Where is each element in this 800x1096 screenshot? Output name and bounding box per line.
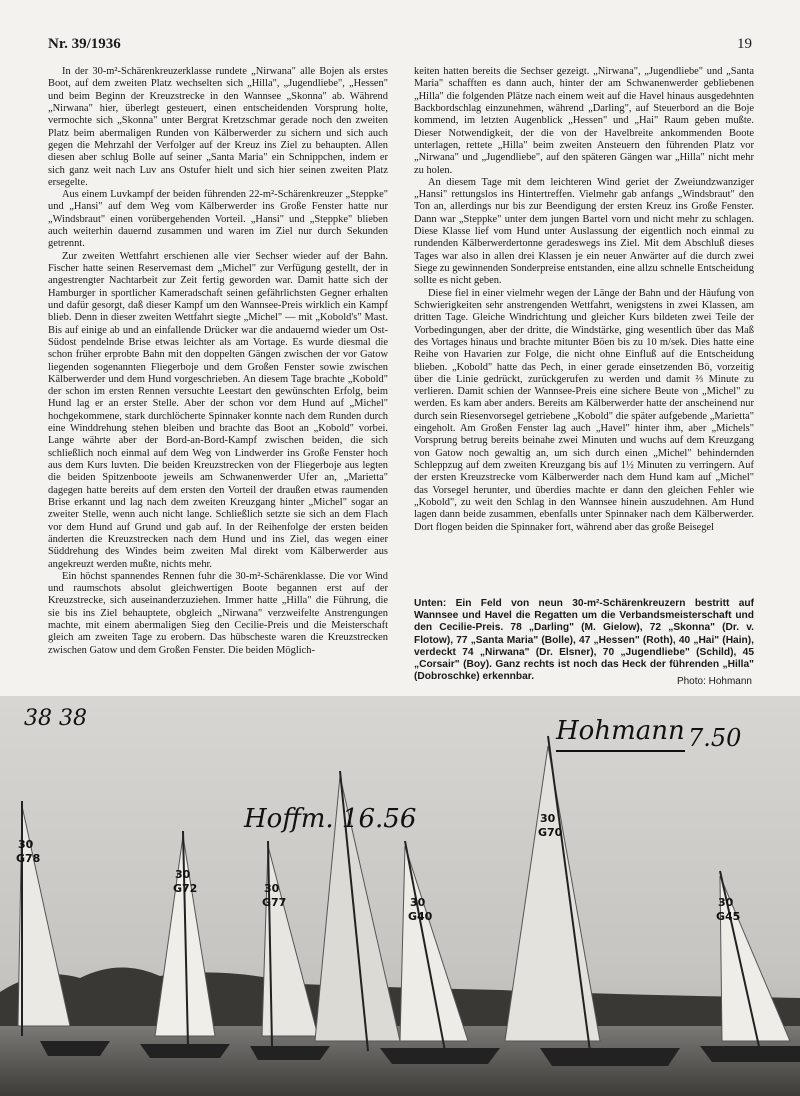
sail-number-g40: 30: [410, 896, 426, 909]
page-header: [48, 36, 752, 56]
sail-number-g78: 30: [18, 838, 34, 851]
sail-number-g45: 30: [718, 896, 734, 909]
paragraph: keiten hatten bereits die Sechser gezeigt. „Nirwana", „Jugendliebe" und „Santa Maria" schafften es dann auch, hinter der am Schwanenwerder gebliebenen „Hilla" die folgenden Plätze nach einem weit auf die Havel hinaus ausgedehnten Backbordschlag einzunehmen, während „Darling", auf Steuerbord an die Boje kommend, im letzten Augenblick „Hessen" und „Hai" Raum geben mußte. Dieser Notwendigkeit, der die von der Havelbreite ankommenden Boote unterlagen, rettete „Hilla" beim zweiten Ansteuern den führenden Platz vor „Nirwana" und „Jugendliebe", auf den späteren Gängen war „Hilla" nicht mehr zu holen.: [414, 66, 754, 176]
article-right-column: [414, 66, 754, 586]
sail-number-g77: 30: [264, 882, 280, 895]
paragraph: Zur zweiten Wettfahrt erschienen alle vier Sechser wieder auf der Bahn. Fischer hatte seinen Reservemast dem „Michel" zur Verfügung gestellt, der in angestrengter Nachtarbeit zur Zeit fertig geworden war. Damit hatte sich der Hamburger in sportlicher Kameradschaft seinen gefährlichsten Gegner erhalten und dafür gesorgt, daß dieser Kampf um den Wannsee-Preis wirklich ein Kampf blieb. Denn in dieser zweiten Wettfahrt siegte „Michel" — mit „Kobold's" Mast. Bis auf einige ab und an einfallende Drücker war die andauernd wieder um Ost-Südost pendelnde Brise etwas leichter als am Vortage. Es wurde diesmal die schon früher erprobte Bahn mit den doppelten Gängen zwischen der vor Gatow liegenden sogenannten Fliegerboje und dem Großen Fenster sowie zwischen Kälberwerder und dem Hund vorgeschrieben. An diesem Tage brachte „Kobold" der schon im ersten Rennen versuchte Leestart den gewünschten Erfolg, beim Hund lag er an erster Stelle. Aber der schon vor dem Hund auf „Michel" hochgekommene, stark durchlöcherte Spinnaker konnte nach dem Runden durch eine Winddrehung stehen bleiben und brachte das Boot an „Kobold" vorbei. Lange währte aber der Bord-an-Bord-Kampf zwischen beiden, die sich schließlich noch einmal auf dem Weg von Lindwerder ins Große Fenster hoch aus dem Kurs luvten. Die beiden Kreuzstrecken von der Fliegerboje aus legten die beiden Spitzenboote jeweils am Schwanenwerder Ufer an, „Marietta" dagegen hatte bereits auf dem ersten den Vorteil der draußen etwas raumenden Brise erkannt und lag nach dem zweiten Kreuzgang hinter „Michel" sogar an zweiter Stelle, wenn auch nicht lange. Schließlich setzte sie sich an dem Flach vor dem Hund auf Grund und gab auf. In der Reihenfolge der ersten beiden änderten die Kreuzstrecken nach dem Hund und ins Ziel, das wegen einer Süddrehung des Windes beim zweiten Mal direkt vom Kälberwerder aus angekreuzt werden mußte, nichts mehr.: [48, 250, 388, 570]
sail-number-g70: 30: [540, 812, 556, 825]
regatta-photo: [0, 696, 800, 1096]
sail-number-g78-id: G78: [16, 852, 41, 865]
paragraph: Diese fiel in einer vielmehr wegen der Länge der Bahn und der Häufung von Schwierigkeiten sehr anstrengenden Wettfahrt, wenigstens in zwei Klassen, am dritten Tage. Gleiche Windrichtung und gleicher Kurs bildeten zwei Teile der Vorbedingungen, aber der dritte, die Windstärke, ging wesentlich über das Maß des Vortages hinaus und brachte mitunter Böen bis zu 10 m/sek. Dies hatte eine Reihe von Havarien zur Folge, die nicht ohne Einfluß auf die Entscheidung blieben. „Kobold" hatte das Pech, in einer gerade einsetzenden Bö, vorzeitig über die Linie gedrückt, zurückgerufen zu werden und damit ⅔ Minute zu verlieren. Damit schien der Wannsee-Preis eine sichere Beute von „Michel" zu werden. Es kam aber anders. Bereits am Kälberwerder hatte der anscheinend nur durch sein Riesenvorsegel getriebene „Kobold" die später aufgebende „Marietta" eingeholt. Am Großen Fenster lag auch „Havel" hinter ihm, aber „Michels" Vorsprung betrug bereits beinahe zwei Minuten und wuchs auf dem Kreuzgang von Gatow noch gewaltig an, um sich durch einen „Michel" behindernden Schleppzug auf dem zweiten Kreuzgang bis auf 1½ Minuten zu verringern. Auf der ersten Kreuzstrecke vom Kälberwerder nach dem Hund kam auf „Michel" das Vorsegel herunter, und überdies machte er dann den gleichen Fehler wie „Kobold", zu weit den Schlag in den Wannsee hinein auszudehnen. Am Hund lagen dann beide zusammen, ebenfalls unter Spinnaker nach dem Kälberwerder. Dort flogen beiden die Spinnaker fort, während aber das große Beisegel: [414, 287, 754, 533]
paragraph: In der 30-m²-Schärenkreuzerklasse rundete „Nirwana" alle Bojen als erstes Boot, auf dem zweiten Platz wechselten sich „Hilla", „Jugendliebe", „Hessen" und beim Beginn der Kreuzstrecke in den Wannsee „Skonna" ab. Während „Nirwana" hier, überlegt gesteuert, einen entscheidenden Vorsprung holte, vermochte sich „Skonna" unter Bergrat Kretzschmar gerade noch den zweiten Platz beim abermaligen Runden von Kälberwerder zu sichern und sich auch gegen die Mehrzahl der Verfolger auf der Kreuz ins Ziel zu behaupten. Allen diesen aber schlug Bolle auf seiner „Santa Maria" ein Schnippchen, indem er sich ganz weit nach Luv ans Ostufer hielt und sich hier seinen zweiten Platz ersegelte.: [48, 66, 388, 188]
handwritten-time: 7.50: [688, 724, 742, 752]
sail-number-g77-id: G77: [262, 896, 287, 909]
handwritten-id: 38 38: [24, 706, 87, 731]
sail-number-g70-id: G70: [538, 826, 563, 839]
regatta-photo-graphic: [0, 696, 800, 1096]
handwritten-signature: Hohmann: [556, 716, 685, 752]
sail-number-g72-id: G72: [173, 882, 198, 895]
handwritten-note: Hoffm. 16.56: [244, 804, 417, 834]
page-number: 19: [737, 36, 752, 52]
photo-credit: Photo: Hohmann: [676, 676, 752, 687]
sail-number-g72: 30: [175, 868, 191, 881]
paragraph: An diesem Tage mit dem leichteren Wind geriet der Zweiundzwanziger „Hansi" rettungslos ins Hintertreffen. Vielmehr gab anfangs „Windsbraut" den Ton an, allerdings nur bis zur Beendigung der ersten Kreuz ins Große Fenster. Dann war „Steppke" unter dem jungen Bartel vorn und nicht mehr zu schlagen. Diese Klasse lief vom Hund unter Auslassung der eigentlich noch einmal zu rundenden Kälberwerdertonne geradeswegs ins Ziel. Mit dem Abschluß dieses Tages war also in allen drei Klassen je ein neuer Anwärter auf die durch zwei Siege zu gewinnenden Sonderpreise entstanden, eine allzu schnelle Entscheidung sollte es nicht geben.: [414, 176, 754, 287]
sail-number-g45-id: G45: [716, 910, 741, 923]
paragraph: Ein höchst spannendes Rennen fuhr die 30-m²-Schärenklasse. Die vor Wind und raumschots absolut gleichwertigen Boote begannen erst auf der Kreuzstrecke, sich auseinanderzuziehen. Immer hatte „Hilla" die Führung, die sie bis ins Ziel behauptete, obgleich „Nirwana" verzweifelte Anstrengungen machte, mit einem abermaligen Sieg den Cecilie-Preis und die Meisterschaft gleich am zweiten Tage zu erobern. Das hübscheste waren die Kreuzstrecken zwischen Gatow und dem Großen Fenster. Die beiden Möglich-: [48, 570, 388, 656]
photo-caption: Unten: Ein Feld von neun 30-m²-Schärenkreuzern bestritt auf Wannsee und Havel die Regatten um die Verbandsmeisterschaft und den Cecilie-Preis. 78 „Darling" (M. Gielow), 72 „Skonna" (Dr. v. Flotow), 77 „Santa Maria" (Bolle), 47 „Hessen" (Roth), 40 „Hai" (Hain), verdeckt 74 „Nirwana" (Dr. Elsner), 70 „Jugendliebe" (Schild), 45 „Corsair" (Boy). Ganz rechts ist noch das Heck der führenden „Hilla" (Dobroschke) erkennbar.: [414, 598, 754, 683]
article-left-column: [48, 66, 388, 691]
sail-number-g40-id: G40: [408, 910, 433, 923]
issue-number: Nr. 39/1936: [48, 36, 121, 52]
paragraph: Aus einem Luvkampf der beiden führenden 22-m²-Schärenkreuzer „Steppke" und „Hansi" auf dem Weg vom Kälberwerder ins Große Fenster hatte nur „Windsbraut" einen vorübergehenden Vorteil. „Hansi" und „Steppke" blieben auch weiterhin dauernd zusammen und waren im Ziel nur durch Sekunden getrennt.: [48, 189, 388, 250]
